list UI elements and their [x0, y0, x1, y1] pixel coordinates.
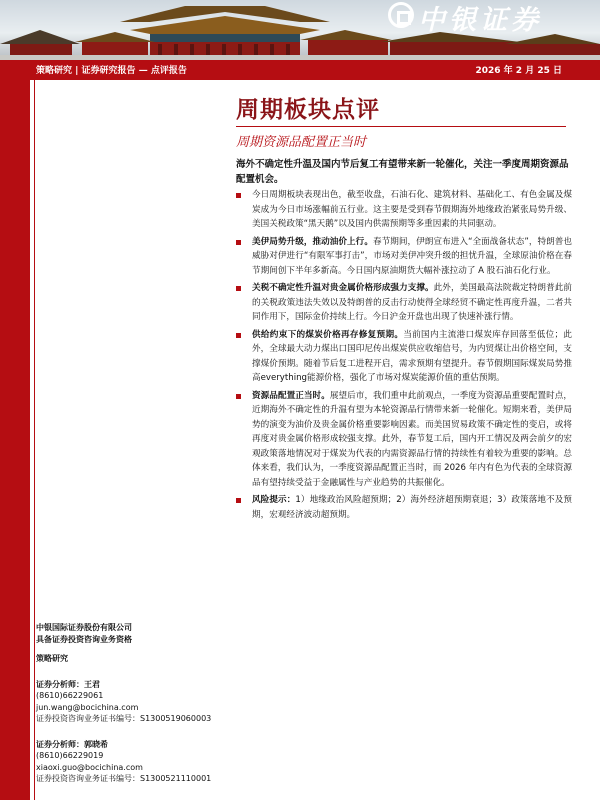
report-breadcrumb: 策略研究 | 证券研究报告 — 点评报告	[36, 66, 187, 76]
header-banner	[0, 0, 600, 60]
bullet-text: 展望后市，我们重申此前观点，一季度为资源品重要配置时点，近期海外不确定性的升温有望为本轮资源品行情带来新一轮催化。短期来看，美伊局势的演变为油价及贵金属价格重要影响因素。而美国贸易政策不确定性的变启，或将再度对贵金属价格形成较强支撑。此外，春节复工后，国内开工情况及两会前夕的宏观政策落地情况对于煤炭为代表的内需资源品行情的持续性有着较为重要的影响。总体来看，我们认为，一季度资源品配置正当时，而 2026 年内有色为代表的全球资源品有望持续受益于金融属性与产业趋势的共振催化。	[252, 390, 572, 488]
summary-paragraph: 海外不确定性升温及国内节后复工有望带来新一轮催化，关注一季度周期资源品配置机会。	[236, 159, 569, 185]
firm-info	[36, 622, 226, 785]
analyst-role: 证券分析师：	[36, 679, 84, 689]
bullet-item	[236, 235, 572, 279]
analyst-phone: (8610)66229019	[36, 751, 104, 760]
firm-qualification: 具备证券投资咨询业务资格	[36, 634, 132, 644]
bullet-lead: 风险提示：	[252, 495, 296, 505]
page-subtitle: 周期资源品配置正当时	[236, 135, 367, 150]
bullet-text: 当前国内主流港口煤炭库存回落至低位；此外，全球最大动力煤出口国印尼传出煤炭供应收缩信号，为内贸煤让出价格空间，支撑煤价预期。随着节后复工进程开启，需求预期有望提升。春节假期国际煤炭局势推高everything能源价格，强化了市场对煤炭能源价值的重估预期。	[252, 329, 572, 383]
analyst-email[interactable]: jun.wang@bocichina.com	[36, 702, 139, 712]
bullet-lead: 美伊局势升级，推动油价上行。	[252, 236, 373, 247]
bullet-list	[236, 188, 572, 522]
bullet-text: 此外，美国最高法院裁定特朗普此前的关税政策违法失效以及特朗普的反击行动使得全球经贸不确定性再度升温，二者共同作用下，国际金价持续上行。今日沪金开盘也出现了快速补涨行情。	[252, 283, 572, 322]
bullet-text: 今日周期板块表现出色，截至收盘，石油石化、建筑材料、基础化工、有色金属及煤炭成为今日市场涨幅前五行业。这主要是受到春节假期海外地缘政治紧张局势升级、美国关税政策“黑天鹅”以及国内供需预期等多重因素的共同驱动。	[252, 190, 572, 229]
analyst-role: 证券分析师：	[36, 739, 84, 749]
divider-line	[34, 80, 35, 800]
analyst-heading	[36, 739, 226, 751]
analyst-name: 郭晓希	[84, 739, 108, 749]
bullet-item	[236, 281, 572, 325]
analyst-license: 证券投资咨询业务证书编号：S1300519060003	[36, 714, 212, 723]
bullet-item	[236, 188, 572, 232]
brand-logo-text: 中银证券	[418, 5, 542, 36]
bullet-item	[236, 493, 572, 522]
report-date: 2026 年 2 月 25 日	[475, 66, 562, 76]
left-red-sidebar	[0, 80, 30, 800]
bullet-text: 1）地缘政治风险超预期；2）海外经济超预期衰退；3）政策落地不及预期，宏观经济波动超预期。	[252, 495, 572, 520]
bullet-lead: 供给约束下的煤炭价格再存修复预期。	[252, 329, 404, 340]
analyst-email[interactable]: xiaoxi.guo@bocichina.com	[36, 762, 143, 772]
analyst-block	[36, 679, 226, 725]
title-divider	[236, 126, 566, 127]
analyst-phone: (8610)66229061	[36, 691, 104, 700]
department: 策略研究	[36, 654, 68, 663]
bullet-lead: 资源品配置正当时。	[252, 390, 330, 401]
header-band	[0, 60, 600, 80]
bullet-item	[236, 389, 572, 491]
boc-logo-icon	[388, 2, 414, 28]
bullet-lead: 关税不确定性升温对贵金属价格形成强力支撑。	[252, 283, 434, 293]
analyst-name: 王君	[84, 679, 100, 689]
firm-name: 中银国际证券股份有限公司	[36, 623, 132, 632]
bullet-item	[236, 328, 572, 386]
analyst-heading	[36, 679, 226, 691]
analyst-license: 证券投资咨询业务证书编号：S1300521110001	[36, 774, 212, 783]
analyst-block	[36, 739, 226, 785]
page-title: 周期板块点评	[236, 97, 380, 123]
bullet-text: 春节期间，伊朗宣布进入“全面战备状态”，特朗普也威胁对伊进行“有限军事打击”，市场对美伊冲突升级的担忧升温，全球原油价格在春节期间创下半年多新高。今日国内原油期货大幅补涨拉动了 A 股石油石化行业。	[252, 236, 572, 276]
